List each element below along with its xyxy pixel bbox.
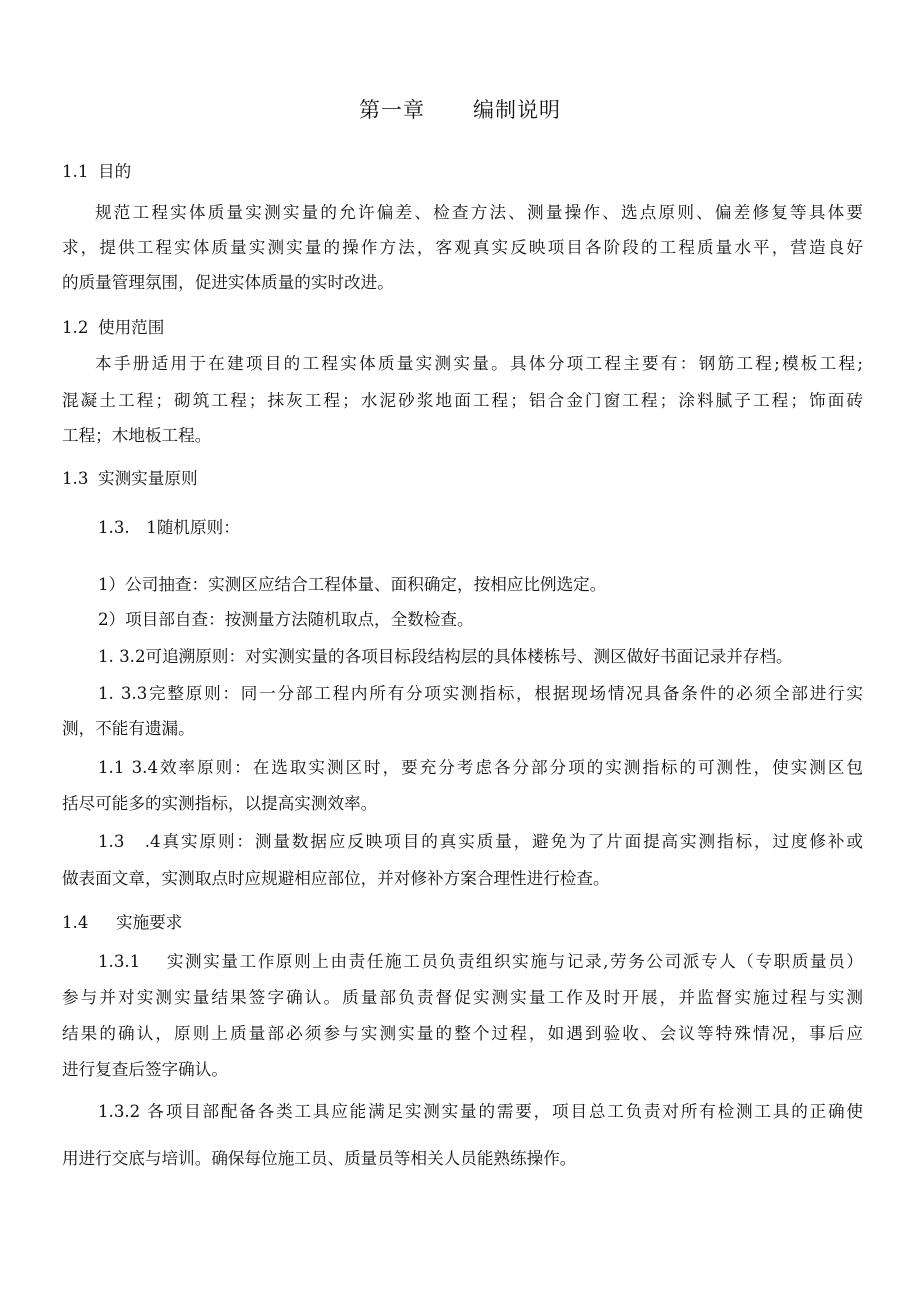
paragraph-line: 测，不能有遗漏。 xyxy=(62,719,195,738)
section-heading-1-3 xyxy=(62,467,198,491)
paragraph-line: 做表面文章，实测取点时应规避相应部位，并对修补方案合理性进行检查。 xyxy=(62,869,610,888)
paragraph-line: 规范工程实体质量实测实量的允许偏差、检查方法、测量操作、选点原则、偏差修复等具体要 xyxy=(95,203,863,222)
list-item: 1）公司抽查：实测区应结合工程体量、面积确定，按相应比例选定。 xyxy=(98,575,607,594)
subsection-1-3-1: 1.3. 1随机原则： xyxy=(98,518,240,537)
paragraph-line: 本手册适用于在建项目的工程实体质量实测实量。具体分项工程主要有：钢筋工程;模板工程; xyxy=(95,354,863,373)
paragraph-line: 混凝土工程；砌筑工程；抹灰工程；水泥砂浆地面工程；铝合金门窗工程；涂料腻子工程；饰面砖 xyxy=(62,391,863,410)
section-heading-1-1 xyxy=(62,160,131,184)
paragraph-line: 1.3.2 各项目部配备各类工具应能满足实测实量的需要，项目总工负责对所有检测工具的正确使 xyxy=(98,1102,863,1121)
paragraph-line: 1.3.1 实测实量工作原则上由责任施工员负责组织实施与记录,劳务公司派专人（专职质量员） xyxy=(98,952,863,971)
paragraph-line: 求，提供工程实体质量实测实量的操作方法，客观真实反映项目各阶段的工程质量水平，营造良好 xyxy=(62,238,863,257)
paragraph-line: 1. 3.3完整原则：同一分部工程内所有分项实测指标，根据现场情况具备条件的必须全部进行实 xyxy=(98,684,863,703)
section-heading-1-4 xyxy=(62,911,182,935)
subsection-1-3-2: 1. 3.2可追溯原则：对实测实量的各项目标段结构层的具体楼栋号、测区做好书面记录并存档。 xyxy=(98,647,793,666)
paragraph-line: 1.3 .4真实原则：测量数据应反映项目的真实质量，避免为了片面提高实测指标，过度修补或 xyxy=(98,832,863,851)
section-number: 1.4 xyxy=(62,913,89,932)
section-heading-1-2 xyxy=(62,316,164,340)
paragraph-line: 进行复查后签字确认。 xyxy=(62,1060,228,1079)
paragraph-line: 结果的确认，原则上质量部必须参与实测实量的整个过程，如遇到验收、会议等特殊情况，事后应 xyxy=(62,1024,863,1043)
paragraph-line: 用进行交底与培训。确保每位施工员、质量员等相关人员能熟练操作。 xyxy=(62,1149,577,1168)
paragraph-line: 括尽可能多的实测指标，以提高实测效率。 xyxy=(62,794,378,813)
section-title: 实测实量原则 xyxy=(98,469,198,488)
section-number: 1.2 xyxy=(62,318,89,337)
paragraph-line: 1.1 3.4效率原则：在选取实测区时，要充分考虑各分部分项的实测指标的可测性，使实测区包 xyxy=(98,758,863,777)
chapter-title xyxy=(0,96,920,124)
section-title: 实施要求 xyxy=(116,913,183,932)
section-title: 目的 xyxy=(98,162,132,181)
paragraph-line: 参与并对实测实量结果签字确认。质量部负责督促实测实量工作及时开展，并监督实施过程与实测 xyxy=(62,988,863,1007)
section-number: 1.1 xyxy=(62,162,89,181)
section-title: 使用范围 xyxy=(98,318,165,337)
chapter-name: 编制说明 xyxy=(473,98,561,122)
list-item: 2）项目部自查：按测量方法随机取点，全数检查。 xyxy=(98,610,474,629)
paragraph-line: 的质量管理氛围，促进实体质量的实时改进。 xyxy=(62,273,394,292)
paragraph-line: 工程；木地板工程。 xyxy=(62,426,212,445)
chapter-number: 第一章 xyxy=(359,98,425,122)
section-number: 1.3 xyxy=(62,469,89,488)
